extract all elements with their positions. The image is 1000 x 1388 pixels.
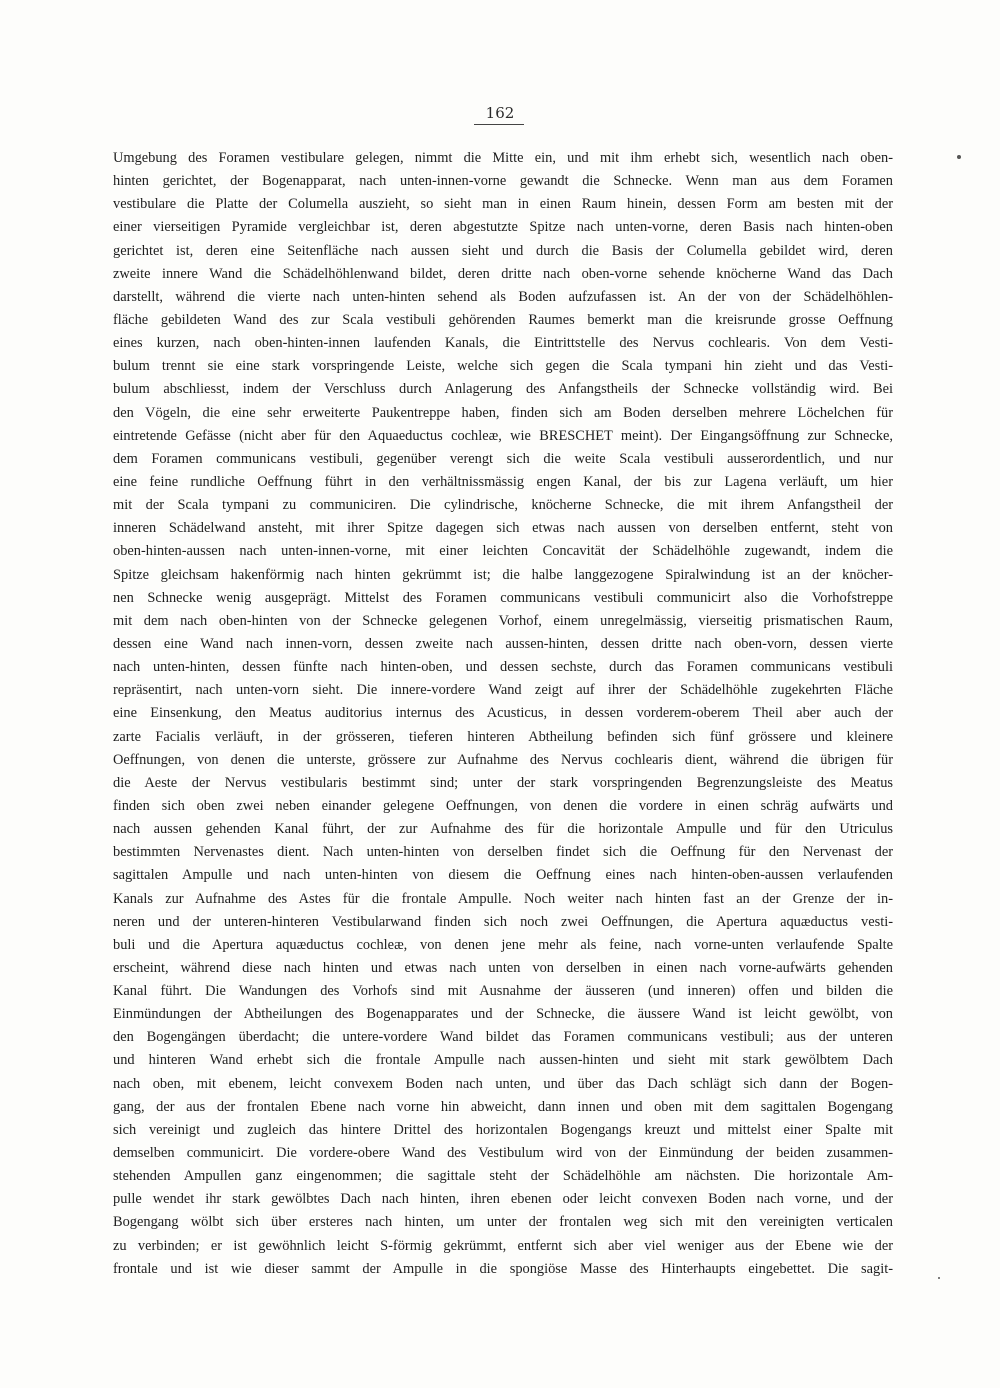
text-line: nen Schnecke wenig ausgeprägt. Mittelst des Foramen communicans vestibuli communicirt also die Vorhofstreppe	[113, 589, 893, 606]
text-line: stehenden Ampullen ganz eingenommen; die sagittale steht der Schädelhöhle am nächsten. Die horizontale Am-	[113, 1168, 893, 1185]
text-line: bulum trennt sie eine stark vorspringende Leiste, welche sich gegen die Scala tympani hin zieht und das Vesti-	[113, 358, 893, 375]
text-line: fläche gebildeten Wand des zur Scala vestibuli gehörenden Raumes bemerkt man die kreisrunde grosse Oeffnung	[113, 311, 893, 328]
page-number-rule	[474, 124, 524, 125]
text-line: bestimmten Nervenastes dient. Nach unten-hinten von derselben findet sich die Oeffnung für den Nervenast der	[113, 844, 893, 861]
text-line: buli und die Apertura aquæductus cochleæ, von denen jene mehr als feine, nach vorne-unten verlaufende Spalte	[113, 936, 893, 953]
text-line: und hinteren Wand erhebt sich die frontale Ampulle nach aussen-hinten und sieht mit stark gewölbtem Dach	[113, 1052, 893, 1069]
text-line: Oeffnungen, von denen die unterste, grössere zur Aufnahme des Nervus cochlearis dient, während die übrigen für	[113, 751, 893, 768]
text-line: hinten gerichtet, der Bogenapparat, nach unten-innen-vorne gewandt die Schnecke. Wenn man aus dem Foramen	[113, 173, 893, 190]
text-line: sagittalen Ampulle und nach unten-hinten von diesem die Oeffnung eines nach hinten-oben-aussen verlaufenden	[113, 867, 893, 884]
text-line: sich vereinigt und zugleich das hintere Drittel des horizontalen Bogengangs kreuzt und mittelst einer Spalte mit	[113, 1121, 893, 1138]
text-line: nach oben, mit ebenem, leicht convexem Boden nach unten, und über das Dach schlägt sich dann der Bogen-	[113, 1075, 893, 1092]
text-line: pulle wendet ihr stark gewölbtes Dach nach hinten, ihren ebenen oder leicht convexen Boden nach vorne, und der	[113, 1191, 893, 1208]
text-line: zarte Facialis verläuft, in der grösseren, tieferen hinteren Abtheilung befinden sich fünf grössere und kleinere	[113, 728, 893, 745]
text-line: Einmündungen der Abtheilungen des Bogenapparates und der Schnecke, die äussere Wand ist leicht gewölbt, von	[113, 1006, 893, 1023]
text-line: Kanal führt. Die Wandungen des Vorhofs sind mit Ausnahme der äusseren (und inneren) offen und bilden die	[113, 983, 893, 1000]
scan-speck	[957, 155, 961, 159]
text-line: erscheint, während diese nach hinten und etwas nach unten von derselben in einen nach vorne-aufwärts gehenden	[113, 959, 893, 976]
text-line: dessen eine Wand nach innen-vorn, dessen zweite nach aussen-hinten, dessen dritte nach oben-vorn, dessen vierte	[113, 635, 893, 652]
page-number: 162	[485, 104, 515, 122]
text-line: mit dem nach oben-hinten von der Schnecke gelegenen Vorhof, einem unregelmässig, vierseitig prismatischen Raum,	[113, 612, 893, 629]
text-line: vestibulare die Platte der Columella auszieht, so sieht man in einen Raum hinein, dessen Form am besten mit der	[113, 196, 893, 213]
text-line: oben-hinten-aussen nach unten-innen-vorne, mit einer leichten Concavität der Schädelhöhle zugewandt, indem die	[113, 543, 893, 560]
text-line: die Aeste der Nervus vestibularis bestimmt sind; unter der stark vorspringenden Begrenzungsleiste des Meatus	[113, 774, 893, 791]
text-line: zu verbinden; er ist gewöhnlich leicht S-förmig gekrümmt, entfernt sich aber viel weniger aus der Ebene wie der	[113, 1237, 893, 1254]
text-line: mit der Scala tympani zu communiciren. Die cylindrische, knöcherne Schnecke, die mit ihrem Anfangstheil der	[113, 497, 893, 514]
text-line: eines kurzen, nach oben-hinten-innen laufenden Kanals, die Eintrittstelle des Nervus cochlearis. Von dem Vesti-	[113, 335, 893, 352]
text-line: Umgebung des Foramen vestibulare gelegen, nimmt die Mitte ein, und mit ihm erhebt sich, wesentlich nach oben-	[113, 150, 893, 166]
text-line: nach aussen gehenden Kanal führt, der zur Aufnahme des für die horizontale Ampulle und für den Utriculus	[113, 821, 893, 838]
text-line: nach unten-hinten, dessen fünfte nach hinten-oben, und dessen sechste, durch das Foramen communicans vestibuli	[113, 659, 893, 676]
text-line: demselben communicirt. Die vordere-obere Wand des Vestibulum wird von der Einmündung der beiden zusammen-	[113, 1145, 893, 1162]
text-line: Bogengang wölbt sich über ersteres nach hinten, um unter der frontalen weg sich mit den vereinigten verticalen	[113, 1214, 893, 1231]
text-line: bulum abschliesst, indem der Verschluss durch Anlagerung des Anfangstheils der Schnecke vollständig wird. Bei	[113, 381, 893, 398]
text-line: gerichtet ist, deren eine Seitenfläche nach aussen sieht und durch die Basis der Columella gebildet wird, deren	[113, 242, 893, 259]
text-line: den Vögeln, die eine sehr erweiterte Paukentreppe haben, finden sich am Boden derselben mehrere Löchelchen für	[113, 404, 893, 421]
text-line: eine feine rundliche Oeffnung führt in den verhältnissmässig engen Kanal, der bis zur Lagena verläuft, um hier	[113, 473, 893, 490]
text-line: frontale und ist wie dieser sammt der Ampulle in die spongiöse Masse des Hinterhaupts eingebettet. Die sagit-	[113, 1260, 893, 1277]
text-line: eintretende Gefässe (nicht aber für den Aquaeductus cochleæ, wie BRESCHET meint). Der Eingangsöffnung zur Schnecke,	[113, 427, 893, 444]
scan-speck	[938, 1277, 940, 1279]
text-line: eine Einsenkung, den Meatus auditorius internus des Acusticus, in dessen vorderem-oberem Theil aber auch der	[113, 705, 893, 722]
text-line: einer vierseitigen Pyramide vergleichbar ist, deren abgestutzte Spitze nach unten-vorne, deren Basis nach hinten-oben	[113, 219, 893, 236]
text-line: inneren Schädelwand ansteht, mit ihrer Spitze dagegen sich etwas nach aussen von derselben entfernt, steht von	[113, 520, 893, 537]
text-line: finden sich oben zwei neben einander gelegene Oeffnungen, von denen die vordere in einen schräg aufwärts und	[113, 797, 893, 814]
text-line: darstellt, während die vierte nach unten-hinten sehend als Boden aufzufassen ist. An der von der Schädelhöhlen-	[113, 288, 893, 305]
text-line: den Bogengängen überdacht; die untere-vordere Wand bildet das Foramen communicans vestibuli; aus der unteren	[113, 1029, 893, 1046]
text-line: Kanals zur Aufnahme des Astes für die frontale Ampulle. Noch weiter nach hinten fast an der Grenze der in-	[113, 890, 893, 907]
text-line: neren und der unteren-hinteren Vestibularwand finden sich noch zwei Oeffnungen, die Apertura aquæductus vesti-	[113, 913, 893, 930]
body-text	[113, 147, 893, 1281]
text-line: Spitze gleichsam hakenförmig nach hinten gekrümmt ist; die halbe langgezogene Spiralwindung ist an der knöcher-	[113, 566, 893, 583]
text-line: zweite innere Wand die Schädelhöhlenwand bildet, deren dritte nach oben-vorne sehende knöcherne Wand das Dach	[113, 265, 893, 282]
text-line: repräsentirt, nach unten-vorn sieht. Die innere-vordere Wand zeigt auf ihrer der Schädelhöhle zugekehrten Fläche	[113, 682, 893, 699]
text-line: dem Foramen communicans vestibuli, gegenüber verengt sich die weite Scala vestibuli ausserordentlich, und nur	[113, 450, 893, 467]
text-line: gang, der aus der frontalen Ebene nach vorne hin abweicht, dann innen und oben mit dem sagittalen Bogengang	[113, 1098, 893, 1115]
